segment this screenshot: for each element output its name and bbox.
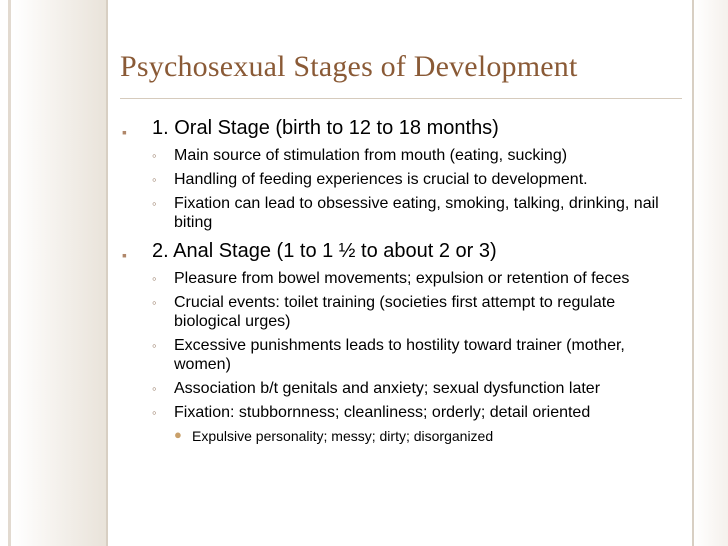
square-bullet-icon: ▪ [122,124,127,140]
sub-list-item-text: Excessive punishments leads to hostility toward trainer (mother, women) [174,337,625,373]
sub-list-item-text: Fixation: stubbornness; cleanliness; orderly; detail oriented [174,404,591,421]
slide-title: Psychosexual Stages of Development [120,50,578,83]
list-item-anal-stage [108,239,691,263]
sub-list-item-text: Crucial events: toilet training (societies first attempt to regulate biological urges) [174,294,616,330]
sub-list-item [108,194,691,232]
sub-sub-list-item [108,427,691,445]
circle-bullet-icon: ◦ [152,338,157,353]
sub-list-item [108,269,691,288]
slide-content [108,0,691,546]
dot-bullet-icon: ● [174,427,182,442]
circle-bullet-icon: ◦ [152,148,157,163]
list-item-oral-stage [108,116,691,140]
sub-list-item [108,403,691,422]
title-divider [120,98,682,99]
sub-sub-list-item-text: Expulsive personality; messy; dirty; disorganized [192,428,494,444]
right-decorative-frame [692,0,728,546]
bullet-list [108,116,691,449]
circle-bullet-icon: ◦ [152,405,157,420]
sub-list-item [108,379,691,398]
circle-bullet-icon: ◦ [152,196,157,211]
sub-list-item-text: Handling of feeding experiences is crucial to development. [174,171,588,188]
circle-bullet-icon: ◦ [152,271,157,286]
sub-list-item [108,170,691,189]
sub-list-item-text: Main source of stimulation from mouth (eating, sucking) [174,147,568,164]
list-item-label: 2. Anal Stage (1 to 1 ½ to about 2 or 3) [152,240,497,262]
sub-list-item-text: Pleasure from bowel movements; expulsion or retention of feces [174,270,630,287]
square-bullet-icon: ▪ [122,247,127,263]
sub-list-item [108,293,691,331]
sub-list-item-text: Fixation can lead to obsessive eating, smoking, talking, drinking, nail biting [174,195,659,231]
circle-bullet-icon: ◦ [152,172,157,187]
circle-bullet-icon: ◦ [152,295,157,310]
sub-list-item-text: Association b/t genitals and anxiety; sexual dysfunction later [174,380,601,397]
left-decorative-frame [14,0,108,546]
circle-bullet-icon: ◦ [152,381,157,396]
list-item-label: 1. Oral Stage (birth to 12 to 18 months) [152,117,499,139]
sub-list-item [108,146,691,165]
sub-list-item [108,336,691,374]
